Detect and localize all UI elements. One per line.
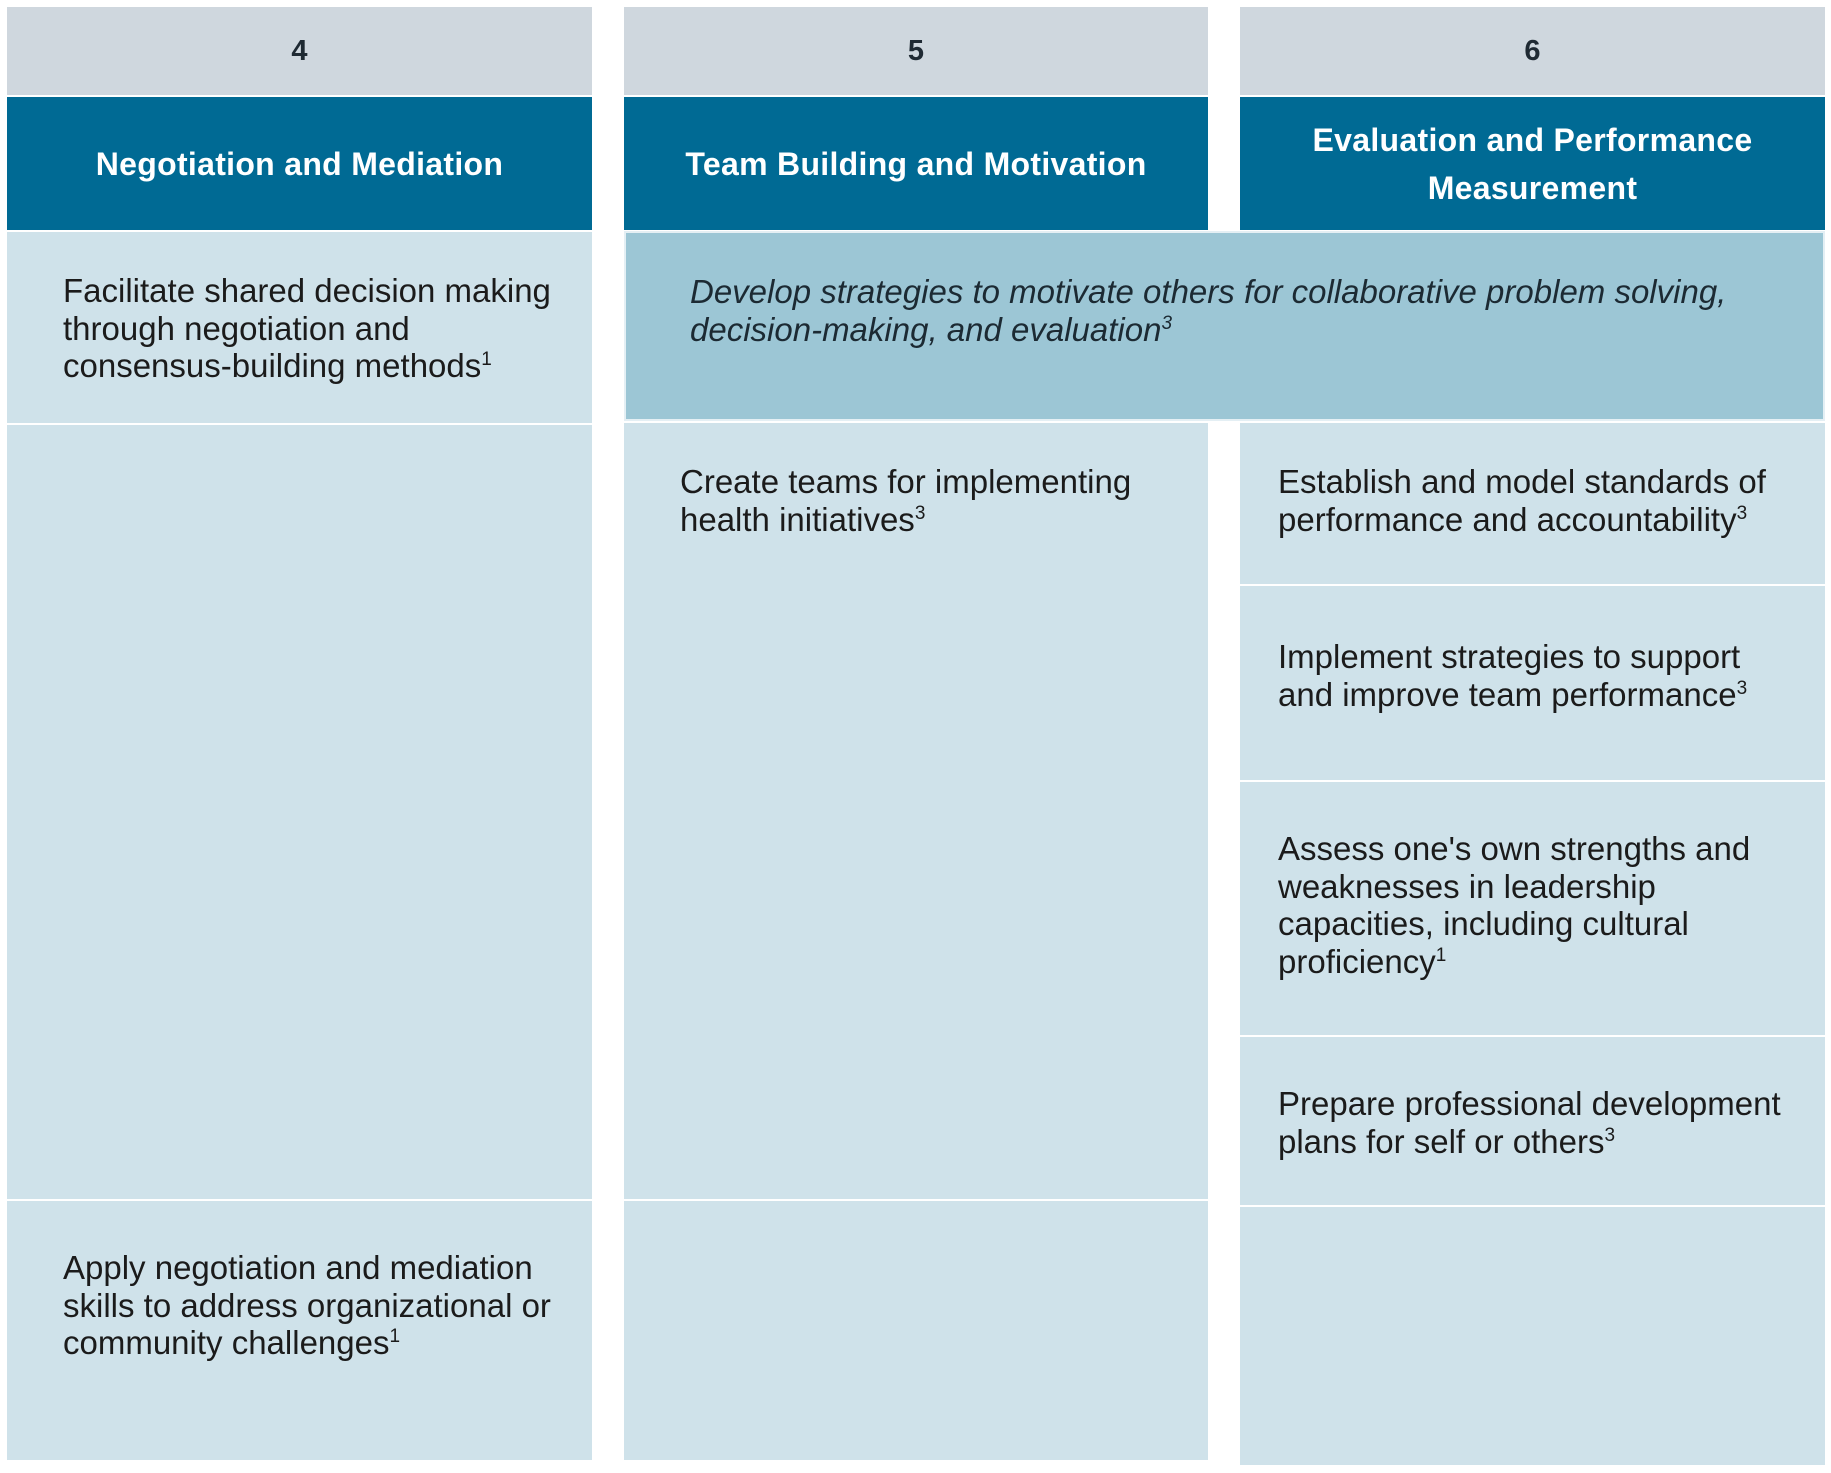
col4-cell-2 [7,1201,592,1460]
footnote-ref: 1 [1435,944,1447,966]
footnote-ref: 3 [1161,312,1173,334]
footnote-ref: 3 [1736,502,1748,524]
column-number-5 [624,7,1208,95]
col6-cell-3 [1240,782,1825,1035]
footnote-ref: 3 [914,502,926,524]
footnote-ref: 1 [481,349,492,370]
col6-cell-2 [1240,586,1825,780]
footnote-ref: 3 [1736,677,1748,699]
column-header-negotiation [7,97,592,230]
column-title: Evaluation and Performance Measurement [1312,121,1753,206]
competency-text: Prepare professional development plans for self or others$^3$ [1278,1085,1781,1160]
col5-cell-1 [624,423,1208,1199]
competency-text: Create teams for implementing health initiatives$^3$ [680,463,1132,538]
column-number-label: 6 [1524,34,1541,67]
shared-competency-text: Develop strategies to motivate others for collaborative problem solving, decision-making, and evaluation$^3$ [690,273,1727,348]
column-number-label: 5 [907,34,925,67]
col6-cell-1 [1240,423,1825,584]
competency-text: Establish and model standards of performance and accountability$^3$ [1278,463,1766,538]
competency-text: Apply negotiation and mediation skills to address organizational or community challenges$^1$ [63,1249,551,1361]
column-number-4 [7,7,592,95]
col4-cell-empty [7,425,592,1199]
column-header-evaluation [1240,97,1825,230]
competency-text: Assess one's own strengths and weaknesses in leadership capacities, including cultural proficiency$^1$ [1278,830,1751,980]
column-number-label: 4 [291,34,308,67]
footnote-ref: 1 [389,1326,401,1347]
column-number-6 [1240,7,1825,95]
col6-cell-empty [1240,1207,1825,1465]
footnote-ref: 3 [1604,1124,1616,1146]
col6-cell-4 [1240,1037,1825,1205]
col5-cell-empty [624,1201,1208,1460]
column-title: Team Building and Motivation [685,145,1147,182]
column-title: Negotiation and Mediation [95,145,504,182]
competency-text: Implement strategies to support and improve team performance$^3$ [1278,638,1748,713]
column-header-team-building [624,97,1208,230]
col4-cell-1 [7,232,592,423]
shared-row-cell [624,231,1825,421]
competency-text: Facilitate shared decision making through negotiation and consensus-building methods$^1$ [63,272,551,384]
